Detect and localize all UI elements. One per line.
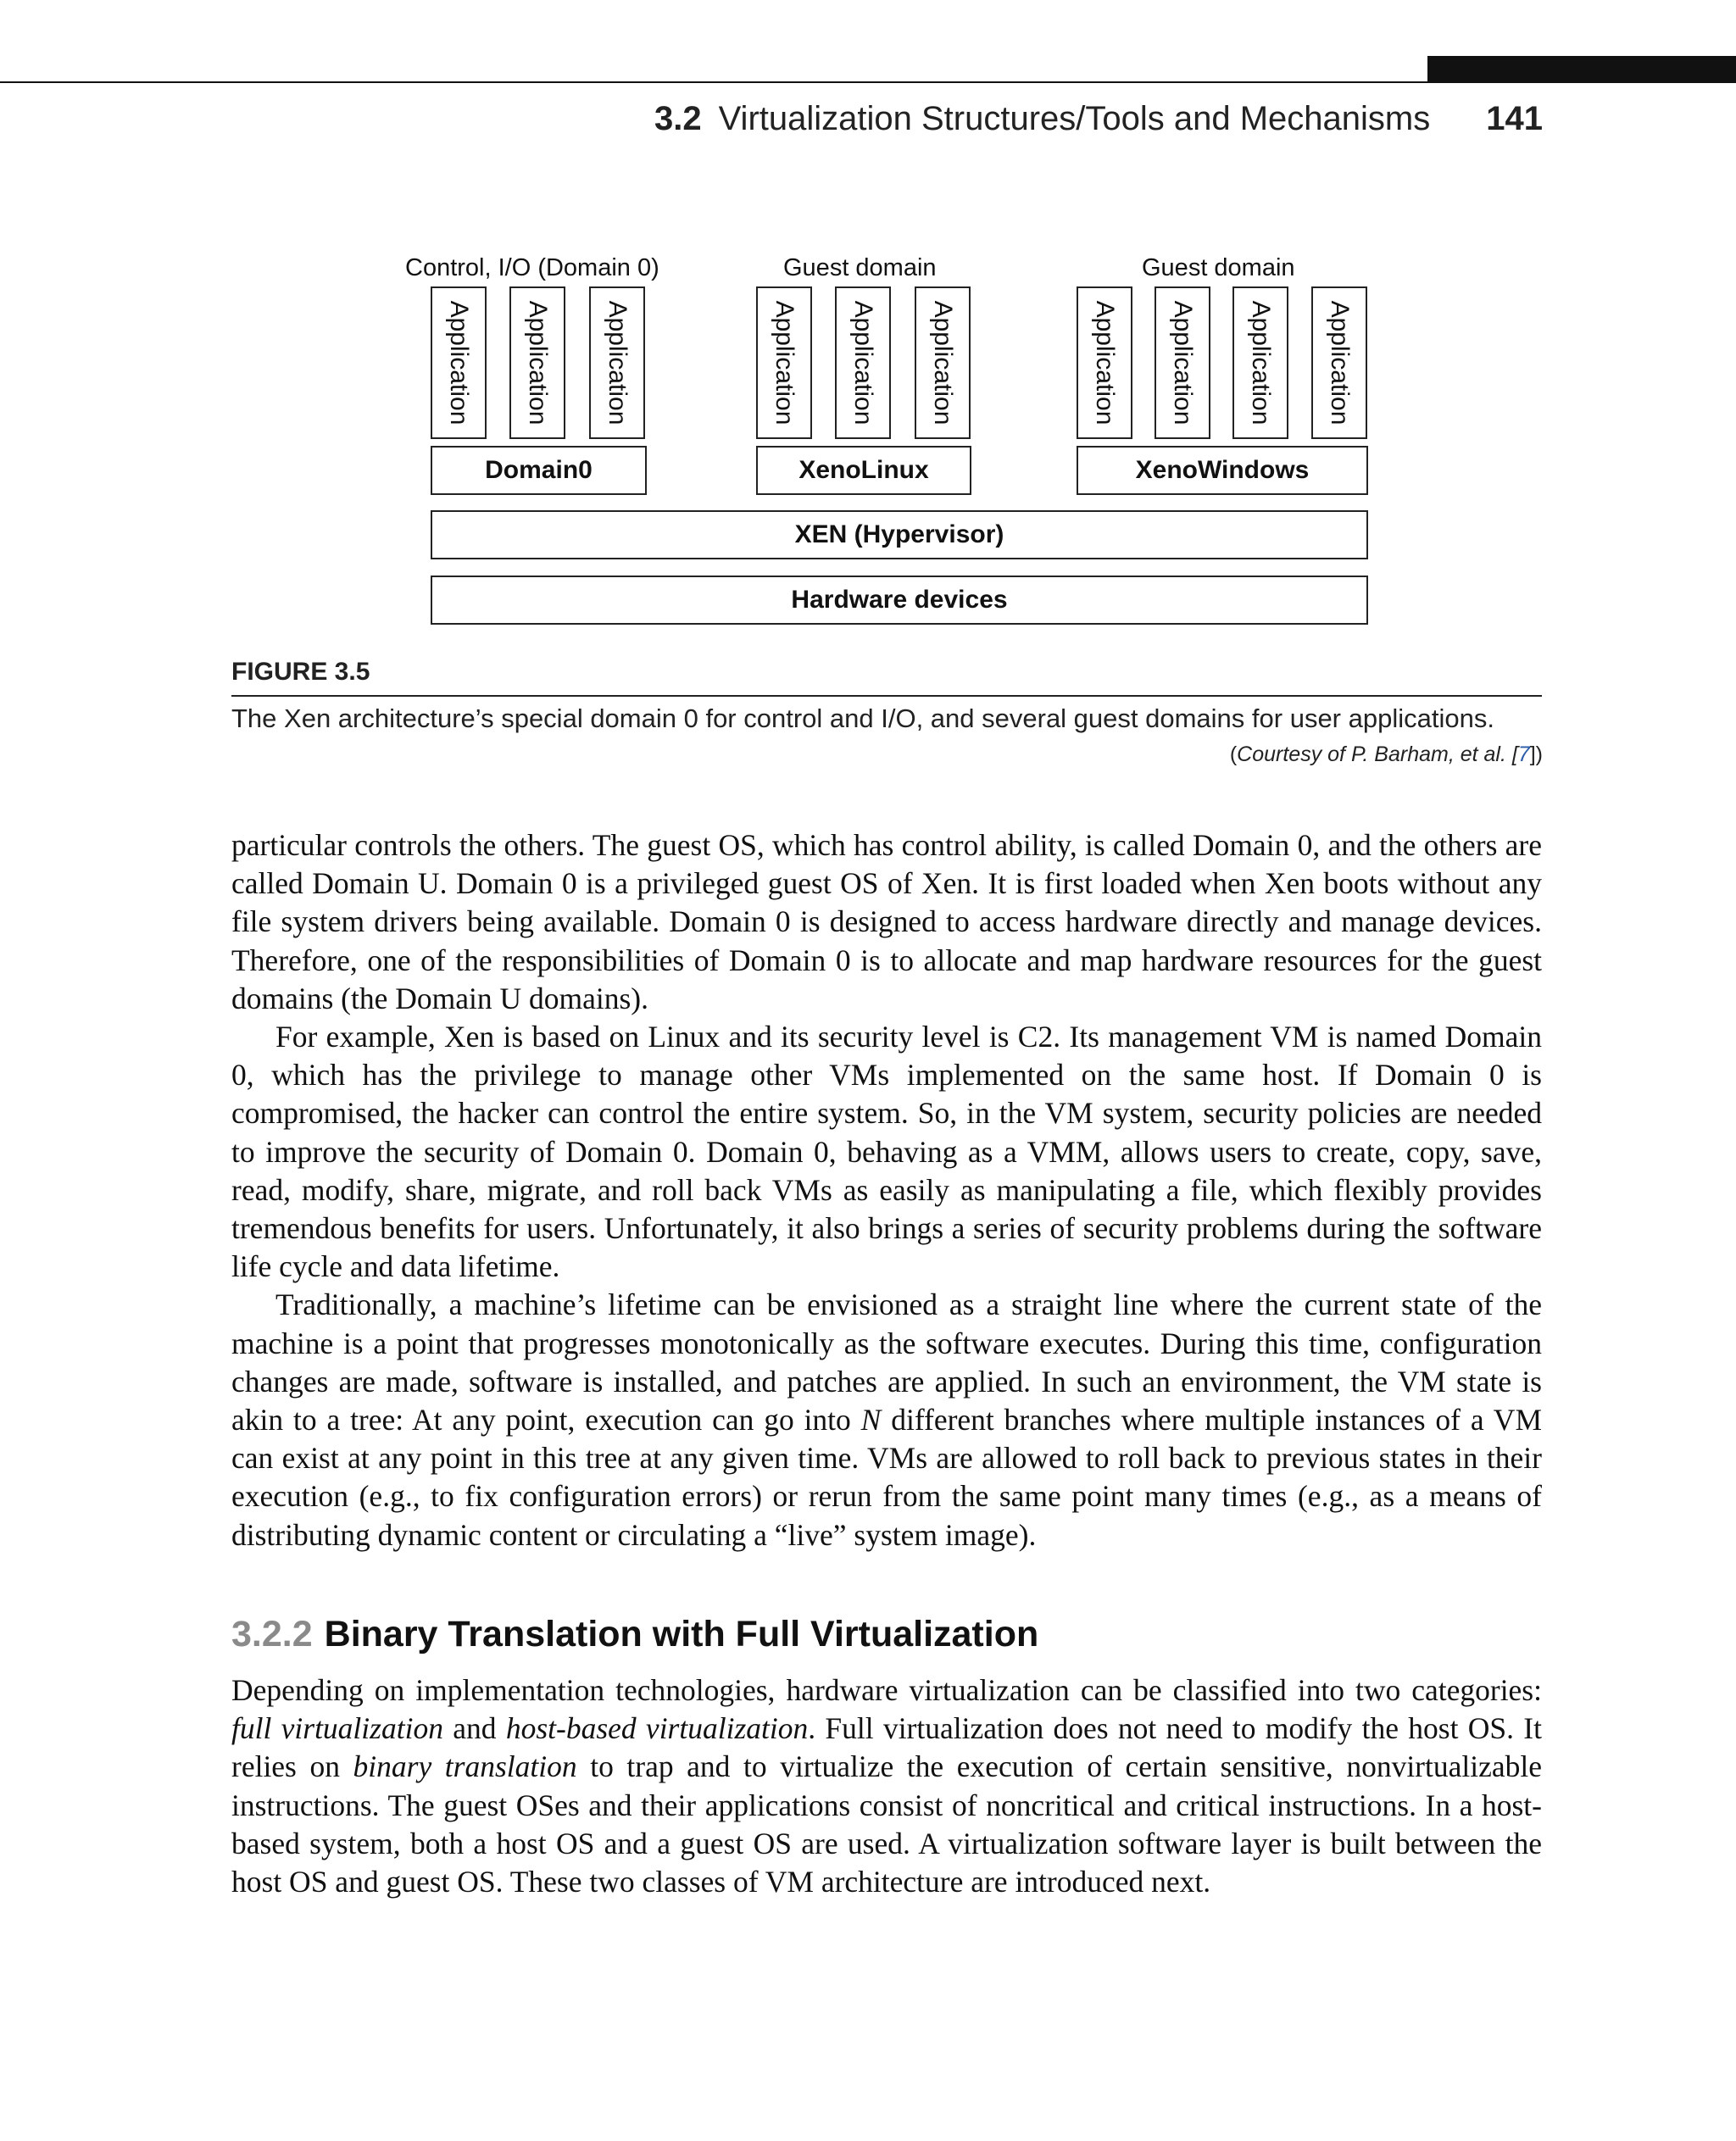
figure-caption: The Xen architecture’s special domain 0 for control and I/O, and several guest domains for user applications.	[231, 703, 1494, 733]
paragraph	[231, 1286, 1542, 1554]
hypervisor-box: XEN (Hypervisor)	[431, 510, 1368, 559]
term-full-virtualization: full virtualization	[231, 1711, 443, 1746]
hardware-devices-box: Hardware devices	[431, 576, 1368, 625]
application-label: Application	[604, 300, 632, 425]
application-label: Application	[771, 300, 798, 425]
application-box	[1077, 286, 1132, 439]
paragraph	[231, 1671, 1542, 1901]
citation-link[interactable]: 7	[1517, 742, 1530, 766]
paragraph-text: Depending on implementation technologies, hardware virtualization can be classified into two categories:	[231, 1673, 1542, 1707]
application-box	[589, 286, 645, 439]
application-box	[756, 286, 812, 439]
running-head-section-number: 3.2	[654, 99, 702, 137]
application-label: Application	[929, 300, 957, 425]
xenolinux-os-box: XenoLinux	[756, 446, 971, 495]
application-label: Application	[1247, 300, 1275, 425]
domain-label-control: Control, I/O (Domain 0)	[405, 254, 659, 281]
header-tab-block	[1427, 56, 1736, 83]
paragraph: For example, Xen is based on Linux and its security level is C2. Its management VM is named Domain 0, which has the privilege to manage other VMs implemented on the same host. If Domain 0 is compromised, the hacker can control the entire system. So, in the VM system, security policies are needed to improve the security of Domain 0. Domain 0, behaving as a VMM, allows users to create, copy, save, read, modify, share, migrate, and roll back VMs as easily as manipulating a file, which flexibly provides tremendous benefits for users. Unfortunately, it also brings a series of security problems during the software life cycle and data lifetime.	[231, 1020, 1542, 1284]
running-head	[654, 93, 1543, 144]
credit-open: (	[1229, 742, 1238, 766]
application-label: Application	[1091, 300, 1119, 425]
section-body-text	[231, 1671, 1542, 1901]
credit-text: Courtesy of P. Barham, et al. [	[1237, 742, 1518, 766]
application-box	[431, 286, 487, 439]
application-box	[1155, 286, 1210, 439]
credit-close: ])	[1529, 742, 1543, 766]
paragraph: particular controls the others. The guest OS, which has control ability, is called Domain 0, and the others are called Domain U. Domain 0 is a privileged guest OS of Xen. It is first loaded when Xen boots without any file system drivers being available. Domain 0 is designed to access hardware directly and manage devices. Therefore, one of the responsibilities of Domain 0 is to allocate and map hardware resources for the guest domains (the Domain U domains).	[231, 828, 1542, 1015]
domain-label-guest-linux: Guest domain	[783, 254, 937, 281]
page-number: 141	[1486, 99, 1543, 137]
domain-label-guest-windows: Guest domain	[1142, 254, 1295, 281]
paragraph-text: . Full virtualization does not need to modify the host OS. It relies on	[231, 1711, 1542, 1784]
term-host-based-virtualization: host-based virtualization	[505, 1711, 809, 1746]
figure-credit	[1230, 742, 1543, 767]
section-heading	[231, 1614, 1038, 1655]
paragraph-text: and	[442, 1711, 506, 1746]
figure-label: FIGURE 3.5	[231, 658, 370, 686]
term-binary-translation: binary translation	[353, 1749, 577, 1784]
paragraph-text: Traditionally, a machine’s lifetime can be envisioned as a straight line where the current state of the machine is a point that progresses monotonically as the software executes. During this time, configuration changes are made, software is installed, and patches are applied. In such an environment, the VM state is akin to a tree: At any point, execution can go into	[231, 1287, 1542, 1438]
figure-caption-rule	[231, 695, 1542, 697]
header-rule	[0, 81, 1736, 83]
xenowindows-os-box: XenoWindows	[1077, 446, 1368, 495]
application-label: Application	[849, 300, 877, 425]
paragraph-text: different branches where multiple instances of a VM can exist at any point in this tree at any given time. VMs are allowed to roll back to previous states in their execution (e.g., to fix configuration errors) or rerun from the same point many times (e.g., as a means of distributing dynamic content or circulating a “live” system image).	[231, 1403, 1543, 1552]
section-number: 3.2.2	[231, 1614, 313, 1654]
application-box	[1311, 286, 1367, 439]
application-box	[509, 286, 565, 439]
body-text	[231, 826, 1542, 1554]
domain0-os-box: Domain0	[431, 446, 647, 495]
application-label: Application	[445, 300, 473, 425]
paragraph-text: to trap and to virtualize the execution of certain sensitive, nonvirtualizable instructions. The guest OSes and their applications consist of noncritical and critical instructions. In a host-based system, both a host OS and a guest OS are used. A virtualization software layer is built between the host OS and guest OS. These two classes of VM architecture are introduced next.	[231, 1749, 1542, 1899]
application-label: Application	[1326, 300, 1354, 425]
application-box	[835, 286, 891, 439]
running-head-title: Virtualization Structures/Tools and Mechanisms	[718, 99, 1431, 137]
application-box	[915, 286, 971, 439]
paragraph-italic: N	[860, 1403, 882, 1438]
application-label: Application	[524, 300, 552, 425]
section-title: Binary Translation with Full Virtualization	[324, 1614, 1039, 1654]
application-label: Application	[1169, 300, 1197, 425]
application-box	[1232, 286, 1288, 439]
